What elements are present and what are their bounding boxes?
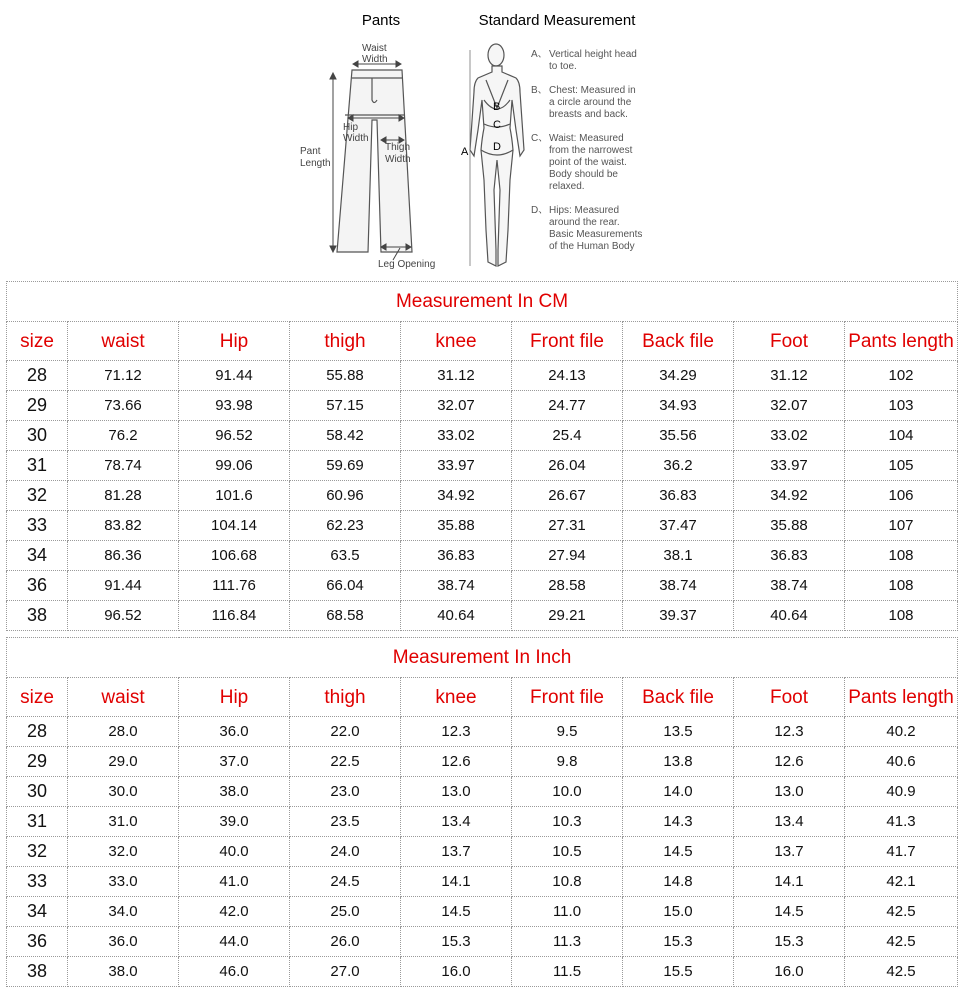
letter-d: D (493, 141, 501, 153)
measurement-cell: 83.82 (68, 511, 179, 541)
measurement-cell: 60.96 (290, 481, 401, 511)
note-c-line5: relaxed. (549, 181, 585, 192)
column-header: Foot (734, 322, 845, 361)
measurement-cell: 15.3 (401, 927, 512, 957)
table-title: Measurement In Inch (7, 638, 958, 678)
measurement-cell: 11.0 (512, 897, 623, 927)
measurement-cell: 10.8 (512, 867, 623, 897)
measurement-cell: 16.0 (401, 957, 512, 987)
table-row (7, 391, 958, 421)
measurement-cell: 12.6 (734, 747, 845, 777)
measurement-cell: 46.0 (179, 957, 290, 987)
table-row (7, 897, 958, 927)
measurement-cell: 38.74 (734, 571, 845, 601)
note-a-key: A、 (531, 49, 548, 60)
measurement-cell: 42.1 (845, 867, 958, 897)
measurement-cell: 57.15 (290, 391, 401, 421)
header-row (7, 678, 958, 717)
hip-label-line2: Width (343, 133, 369, 144)
measurement-cell: 10.5 (512, 837, 623, 867)
table-row (7, 421, 958, 451)
measurement-cell: 36.0 (68, 927, 179, 957)
size-cell: 33 (7, 511, 68, 541)
measurement-cell: 108 (845, 601, 958, 631)
measurement-cell: 14.1 (734, 867, 845, 897)
measurement-cell: 38.74 (401, 571, 512, 601)
measurement-cell: 30.0 (68, 777, 179, 807)
column-header: Back file (623, 678, 734, 717)
measurement-cell: 27.0 (290, 957, 401, 987)
measurement-cell: 29.21 (512, 601, 623, 631)
note-a-line2: to toe. (549, 61, 577, 72)
measurement-cell: 107 (845, 511, 958, 541)
note-b-key: B、 (531, 85, 548, 96)
human-figure (470, 44, 524, 266)
measurement-cell: 24.5 (290, 867, 401, 897)
measurement-cell: 36.83 (623, 481, 734, 511)
measurement-cell: 9.5 (512, 717, 623, 747)
table-row (7, 511, 958, 541)
measurement-cell: 33.02 (734, 421, 845, 451)
measurement-cell: 11.5 (512, 957, 623, 987)
measurement-cell: 71.12 (68, 361, 179, 391)
measurement-cell: 58.42 (290, 421, 401, 451)
measurement-cell: 91.44 (179, 361, 290, 391)
measurement-cell: 108 (845, 541, 958, 571)
measurement-cell: 15.3 (623, 927, 734, 957)
measurement-cell: 33.02 (401, 421, 512, 451)
note-c-line4: Body should be (549, 169, 618, 180)
measurement-cell: 14.3 (623, 807, 734, 837)
note-d-line1: Hips: Measured (549, 205, 620, 216)
note-c-line2: from the narrowest (549, 145, 633, 156)
measurement-cell: 27.94 (512, 541, 623, 571)
hip-label-line1: Hip (343, 122, 359, 133)
measurement-cell: 41.7 (845, 837, 958, 867)
measurement-cell: 86.36 (68, 541, 179, 571)
pant-length-line2: Length (300, 158, 331, 169)
measurement-cell: 68.58 (290, 601, 401, 631)
measurement-cell: 76.2 (68, 421, 179, 451)
measurement-cell: 99.06 (179, 451, 290, 481)
measurement-cell: 55.88 (290, 361, 401, 391)
size-cell: 30 (7, 421, 68, 451)
inch-measurement-table (6, 637, 958, 987)
measurement-cell: 10.3 (512, 807, 623, 837)
table-row (7, 927, 958, 957)
measurement-cell: 14.5 (623, 837, 734, 867)
measurement-cell: 16.0 (734, 957, 845, 987)
measurement-cell: 44.0 (179, 927, 290, 957)
measurement-cell: 33.97 (734, 451, 845, 481)
measurement-cell: 34.92 (401, 481, 512, 511)
measurement-cell: 31.12 (401, 361, 512, 391)
measurement-cell: 104.14 (179, 511, 290, 541)
measurement-cell: 35.88 (734, 511, 845, 541)
measurement-cell: 25.4 (512, 421, 623, 451)
measurement-cell: 41.3 (845, 807, 958, 837)
measurement-cell: 36.2 (623, 451, 734, 481)
note-d-line4: of the Human Body (549, 241, 635, 252)
measurement-cell: 39.37 (623, 601, 734, 631)
measurement-cell: 31.12 (734, 361, 845, 391)
measurement-cell: 15.0 (623, 897, 734, 927)
letter-c: C (493, 119, 501, 131)
header-row (7, 322, 958, 361)
pant-length-line1: Pant (300, 146, 321, 157)
thigh-label-line2: Width (385, 154, 411, 165)
measurement-cell: 101.6 (179, 481, 290, 511)
measurement-cell: 40.9 (845, 777, 958, 807)
measurement-cell: 12.3 (401, 717, 512, 747)
measurement-cell: 40.2 (845, 717, 958, 747)
size-cell: 38 (7, 601, 68, 631)
note-c-key: C、 (531, 133, 549, 144)
measurement-cell: 66.04 (290, 571, 401, 601)
measurement-cell: 26.0 (290, 927, 401, 957)
measurement-cell: 40.64 (734, 601, 845, 631)
measurement-cell: 106 (845, 481, 958, 511)
measurement-cell: 13.7 (734, 837, 845, 867)
measurement-cell: 34.92 (734, 481, 845, 511)
note-b-line2: a circle around the (549, 97, 632, 108)
column-header: Front file (512, 678, 623, 717)
measurement-cell: 13.0 (401, 777, 512, 807)
measurement-cell: 25.0 (290, 897, 401, 927)
column-header: knee (401, 322, 512, 361)
measurement-cell: 38.74 (623, 571, 734, 601)
measurement-cell: 104 (845, 421, 958, 451)
table-row (7, 601, 958, 631)
measurement-cell: 40.0 (179, 837, 290, 867)
measurement-cell: 42.0 (179, 897, 290, 927)
measurement-cell: 33.97 (401, 451, 512, 481)
measurement-cell: 32.07 (734, 391, 845, 421)
measurement-cell: 38.1 (623, 541, 734, 571)
measurement-cell: 35.56 (623, 421, 734, 451)
measurement-cell: 105 (845, 451, 958, 481)
measurement-cell: 28.58 (512, 571, 623, 601)
measurement-cell: 26.04 (512, 451, 623, 481)
measurement-cell: 40.6 (845, 747, 958, 777)
table-row (7, 747, 958, 777)
waist-label-line2: Width (362, 54, 388, 65)
waist-label-line1: Waist (362, 43, 387, 54)
column-header: waist (68, 322, 179, 361)
measurement-cell: 36.83 (401, 541, 512, 571)
column-header: thigh (290, 322, 401, 361)
measurement-cell: 42.5 (845, 957, 958, 987)
measurement-cell: 28.0 (68, 717, 179, 747)
table-row (7, 867, 958, 897)
column-header: waist (68, 678, 179, 717)
measurement-cell: 34.93 (623, 391, 734, 421)
size-cell: 31 (7, 451, 68, 481)
table-row (7, 541, 958, 571)
column-header: Pants length (845, 322, 958, 361)
measurement-cell: 32.0 (68, 837, 179, 867)
size-cell: 34 (7, 897, 68, 927)
measurement-cell: 96.52 (68, 601, 179, 631)
measurement-cell: 40.64 (401, 601, 512, 631)
size-cell: 33 (7, 867, 68, 897)
column-header: size (7, 678, 68, 717)
table-row (7, 717, 958, 747)
note-c-line3: point of the waist. (549, 157, 627, 168)
leg-opening-label: Leg Opening (378, 259, 436, 270)
measurement-cell: 103 (845, 391, 958, 421)
measurement-cell: 116.84 (179, 601, 290, 631)
cm-measurement-table (6, 281, 958, 631)
measurement-cell: 32.07 (401, 391, 512, 421)
table-title: Measurement In CM (7, 282, 958, 322)
table-row (7, 571, 958, 601)
measurement-cell: 42.5 (845, 927, 958, 957)
column-header: Hip (179, 678, 290, 717)
standard-measurement-title: Standard Measurement (478, 12, 636, 29)
measurement-cell: 38.0 (68, 957, 179, 987)
table-row (7, 361, 958, 391)
table-row (7, 957, 958, 987)
note-d-key: D、 (531, 205, 549, 216)
note-d-line3: Basic Measurements (549, 229, 643, 240)
size-cell: 36 (7, 571, 68, 601)
table-row (7, 481, 958, 511)
measurement-cell: 102 (845, 361, 958, 391)
size-cell: 29 (7, 391, 68, 421)
measurement-cell: 13.7 (401, 837, 512, 867)
size-cell: 36 (7, 927, 68, 957)
measurement-cell: 13.4 (734, 807, 845, 837)
measurement-cell: 15.3 (734, 927, 845, 957)
measurement-cell: 39.0 (179, 807, 290, 837)
size-cell: 32 (7, 481, 68, 511)
measurement-cell: 78.74 (68, 451, 179, 481)
measurement-cell: 81.28 (68, 481, 179, 511)
letter-a: A (461, 146, 469, 158)
size-cell: 29 (7, 747, 68, 777)
note-a-line1: Vertical height head (549, 49, 637, 60)
note-b-line3: breasts and back. (549, 109, 628, 120)
measurement-cell: 34.0 (68, 897, 179, 927)
measurement-cell: 36.83 (734, 541, 845, 571)
measurement-cell: 23.0 (290, 777, 401, 807)
note-c-line1: Waist: Measured (549, 133, 624, 144)
measurement-cell: 24.77 (512, 391, 623, 421)
measurement-cell: 13.5 (623, 717, 734, 747)
column-header: Foot (734, 678, 845, 717)
measurement-cell: 23.5 (290, 807, 401, 837)
column-header: Back file (623, 322, 734, 361)
measurement-cell: 96.52 (179, 421, 290, 451)
measurement-cell: 38.0 (179, 777, 290, 807)
note-d-line2: around the rear. (549, 217, 620, 228)
measurement-cell: 9.8 (512, 747, 623, 777)
measurement-cell: 108 (845, 571, 958, 601)
size-cell: 34 (7, 541, 68, 571)
column-header: size (7, 322, 68, 361)
column-header: Front file (512, 322, 623, 361)
size-cell: 28 (7, 361, 68, 391)
measurement-cell: 62.23 (290, 511, 401, 541)
measurement-cell: 63.5 (290, 541, 401, 571)
letter-b: B (493, 101, 501, 113)
column-header: thigh (290, 678, 401, 717)
measurement-cell: 15.5 (623, 957, 734, 987)
measurement-cell: 35.88 (401, 511, 512, 541)
measurement-cell: 22.0 (290, 717, 401, 747)
column-header: Pants length (845, 678, 958, 717)
measurement-cell: 14.8 (623, 867, 734, 897)
measurement-cell: 24.13 (512, 361, 623, 391)
measurement-cell: 42.5 (845, 897, 958, 927)
measurement-cell: 22.5 (290, 747, 401, 777)
note-b-line1: Chest: Measured in (549, 85, 636, 96)
measurement-cell: 14.5 (734, 897, 845, 927)
size-cell: 38 (7, 957, 68, 987)
measurement-cell: 111.76 (179, 571, 290, 601)
measurement-cell: 34.29 (623, 361, 734, 391)
measurement-cell: 31.0 (68, 807, 179, 837)
measurement-cell: 13.4 (401, 807, 512, 837)
measurement-cell: 59.69 (290, 451, 401, 481)
size-cell: 30 (7, 777, 68, 807)
measurement-cell: 93.98 (179, 391, 290, 421)
measurement-cell: 12.6 (401, 747, 512, 777)
table-row (7, 777, 958, 807)
column-header: Hip (179, 322, 290, 361)
measurement-cell: 14.1 (401, 867, 512, 897)
pants-title: Pants (361, 12, 401, 29)
measurement-cell: 41.0 (179, 867, 290, 897)
measurement-cell: 13.8 (623, 747, 734, 777)
size-cell: 28 (7, 717, 68, 747)
measurement-cell: 11.3 (512, 927, 623, 957)
measurement-cell: 37.0 (179, 747, 290, 777)
table-row (7, 807, 958, 837)
measurement-cell: 91.44 (68, 571, 179, 601)
thigh-label-line1: Thigh (385, 142, 411, 153)
table-row (7, 837, 958, 867)
measurement-cell: 26.67 (512, 481, 623, 511)
size-cell: 32 (7, 837, 68, 867)
measurement-cell: 24.0 (290, 837, 401, 867)
measurement-cell: 27.31 (512, 511, 623, 541)
measurement-cell: 12.3 (734, 717, 845, 747)
measurement-cell: 33.0 (68, 867, 179, 897)
measurement-cell: 37.47 (623, 511, 734, 541)
measurement-cell: 36.0 (179, 717, 290, 747)
size-cell: 31 (7, 807, 68, 837)
table-row (7, 451, 958, 481)
measurement-cell: 29.0 (68, 747, 179, 777)
column-header: knee (401, 678, 512, 717)
measurement-cell: 106.68 (179, 541, 290, 571)
measurement-cell: 13.0 (734, 777, 845, 807)
measurement-cell: 10.0 (512, 777, 623, 807)
measurement-cell: 73.66 (68, 391, 179, 421)
measurement-cell: 14.5 (401, 897, 512, 927)
measurement-illustration (0, 0, 962, 280)
measurement-cell: 14.0 (623, 777, 734, 807)
